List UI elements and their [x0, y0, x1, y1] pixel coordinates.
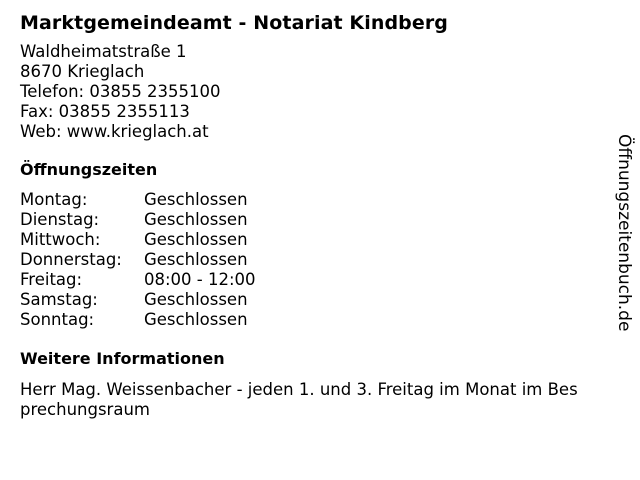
hours-row-saturday — [20, 290, 600, 310]
hours-value: Geschlossen — [144, 310, 248, 329]
hours-day: Montag: — [20, 190, 88, 209]
address-fax: Fax: 03855 2355113 — [20, 102, 190, 121]
hours-day: Dienstag: — [20, 210, 100, 229]
hours-row-monday — [20, 190, 600, 210]
hours-row-friday — [20, 270, 600, 290]
page-title: Marktgemeindeamt - Notariat Kindberg — [20, 12, 449, 34]
hours-value: Geschlossen — [144, 210, 248, 229]
hours-row-tuesday — [20, 210, 600, 230]
more-info-heading: Weitere Informationen — [20, 349, 225, 368]
business-info — [20, 10, 600, 420]
address-city: 8670 Krieglach — [20, 62, 145, 81]
opening-hours-heading: Öffnungszeiten — [20, 160, 158, 179]
hours-row-wednesday — [20, 230, 600, 250]
hours-value: Geschlossen — [144, 290, 248, 309]
hours-day: Freitag: — [20, 270, 83, 289]
side-watermark-label: Öffnungszeitenbuch.de — [614, 134, 634, 332]
address-street: Waldheimatstraße 1 — [20, 42, 187, 61]
address-web: Web: www.krieglach.at — [20, 122, 209, 141]
hours-value: Geschlossen — [144, 190, 248, 209]
address-phone: Telefon: 03855 2355100 — [20, 82, 221, 101]
hours-value: Geschlossen — [144, 230, 248, 249]
hours-day: Sonntag: — [20, 310, 95, 329]
hours-day: Mittwoch: — [20, 230, 101, 249]
hours-value: Geschlossen — [144, 250, 248, 269]
hours-row-sunday — [20, 310, 600, 330]
hours-day: Donnerstag: — [20, 250, 122, 269]
opening-hours-table — [20, 190, 600, 330]
more-info-text: Herr Mag. Weissenbacher - jeden 1. und 3. Freitag im Monat im Besprechungsraum — [20, 380, 578, 419]
address-block — [20, 42, 600, 142]
hours-row-thursday — [20, 250, 600, 270]
hours-day: Samstag: — [20, 290, 98, 309]
hours-value: 08:00 - 12:00 — [144, 270, 256, 289]
